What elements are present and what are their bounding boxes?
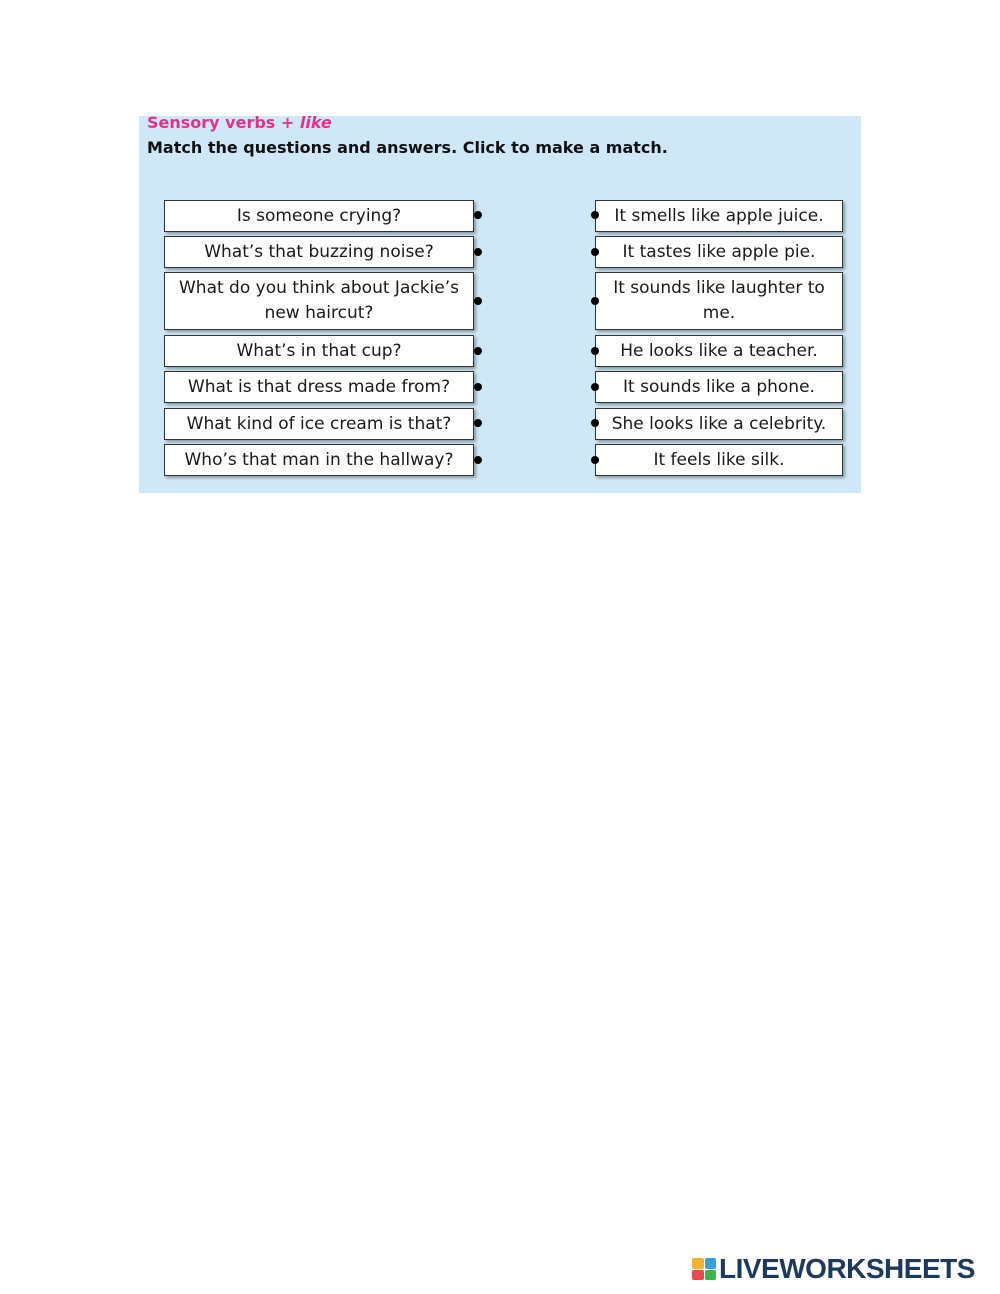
- answer-connector-dot[interactable]: [591, 419, 599, 427]
- answer-connector-dot[interactable]: [591, 297, 599, 305]
- question-text: Who’s that man in the hallway?: [184, 449, 454, 470]
- question-text: What’s that buzzing noise?: [204, 241, 434, 262]
- question-connector-dot[interactable]: [474, 297, 482, 305]
- answer-box[interactable]: [595, 272, 843, 330]
- answer-box[interactable]: [595, 408, 843, 440]
- answer-text: It sounds like laughter to me.: [613, 278, 825, 323]
- answer-box[interactable]: [595, 236, 843, 268]
- question-box[interactable]: [164, 236, 474, 268]
- question-connector-dot[interactable]: [474, 456, 482, 464]
- answer-text: It tastes like apple pie.: [622, 241, 816, 262]
- question-connector-dot[interactable]: [474, 383, 482, 391]
- question-text: What kind of ice cream is that?: [186, 413, 452, 434]
- worksheet-title: [147, 113, 332, 132]
- answer-text: It sounds like a phone.: [623, 376, 815, 397]
- answer-text: It feels like silk.: [653, 449, 785, 470]
- title-like: like: [299, 113, 332, 132]
- liveworksheets-logo[interactable]: [692, 1253, 975, 1284]
- question-box[interactable]: [164, 444, 474, 476]
- answer-text: He looks like a teacher.: [620, 340, 818, 361]
- answer-text: She looks like a celebrity.: [611, 413, 827, 434]
- question-text: What is that dress made from?: [187, 376, 451, 397]
- answer-connector-dot[interactable]: [591, 456, 599, 464]
- question-connector-dot[interactable]: [474, 211, 482, 219]
- question-box[interactable]: [164, 408, 474, 440]
- question-connector-dot[interactable]: [474, 419, 482, 427]
- liveworksheets-logo-text: LIVEWORKSHEETS: [719, 1253, 975, 1284]
- answer-connector-dot[interactable]: [591, 383, 599, 391]
- question-connector-dot[interactable]: [474, 347, 482, 355]
- question-box[interactable]: [164, 272, 474, 330]
- answer-box[interactable]: [595, 335, 843, 367]
- liveworksheets-logo-icon: [692, 1258, 716, 1280]
- answer-connector-dot[interactable]: [591, 347, 599, 355]
- answer-box[interactable]: [595, 371, 843, 403]
- question-box[interactable]: [164, 371, 474, 403]
- answer-box[interactable]: [595, 200, 843, 232]
- answer-text: It smells like apple juice.: [614, 205, 824, 226]
- question-text: What’s in that cup?: [236, 340, 402, 361]
- question-text: What do you think about Jackie’s new haircut?: [178, 278, 459, 323]
- answer-connector-dot[interactable]: [591, 248, 599, 256]
- instructions: Match the questions and answers. Click to make a match.: [147, 138, 668, 157]
- question-box[interactable]: [164, 335, 474, 367]
- answer-connector-dot[interactable]: [591, 211, 599, 219]
- question-text: Is someone crying?: [236, 205, 402, 226]
- question-box[interactable]: [164, 200, 474, 232]
- question-connector-dot[interactable]: [474, 248, 482, 256]
- title-main: Sensory verbs +: [147, 113, 300, 132]
- answer-box[interactable]: [595, 444, 843, 476]
